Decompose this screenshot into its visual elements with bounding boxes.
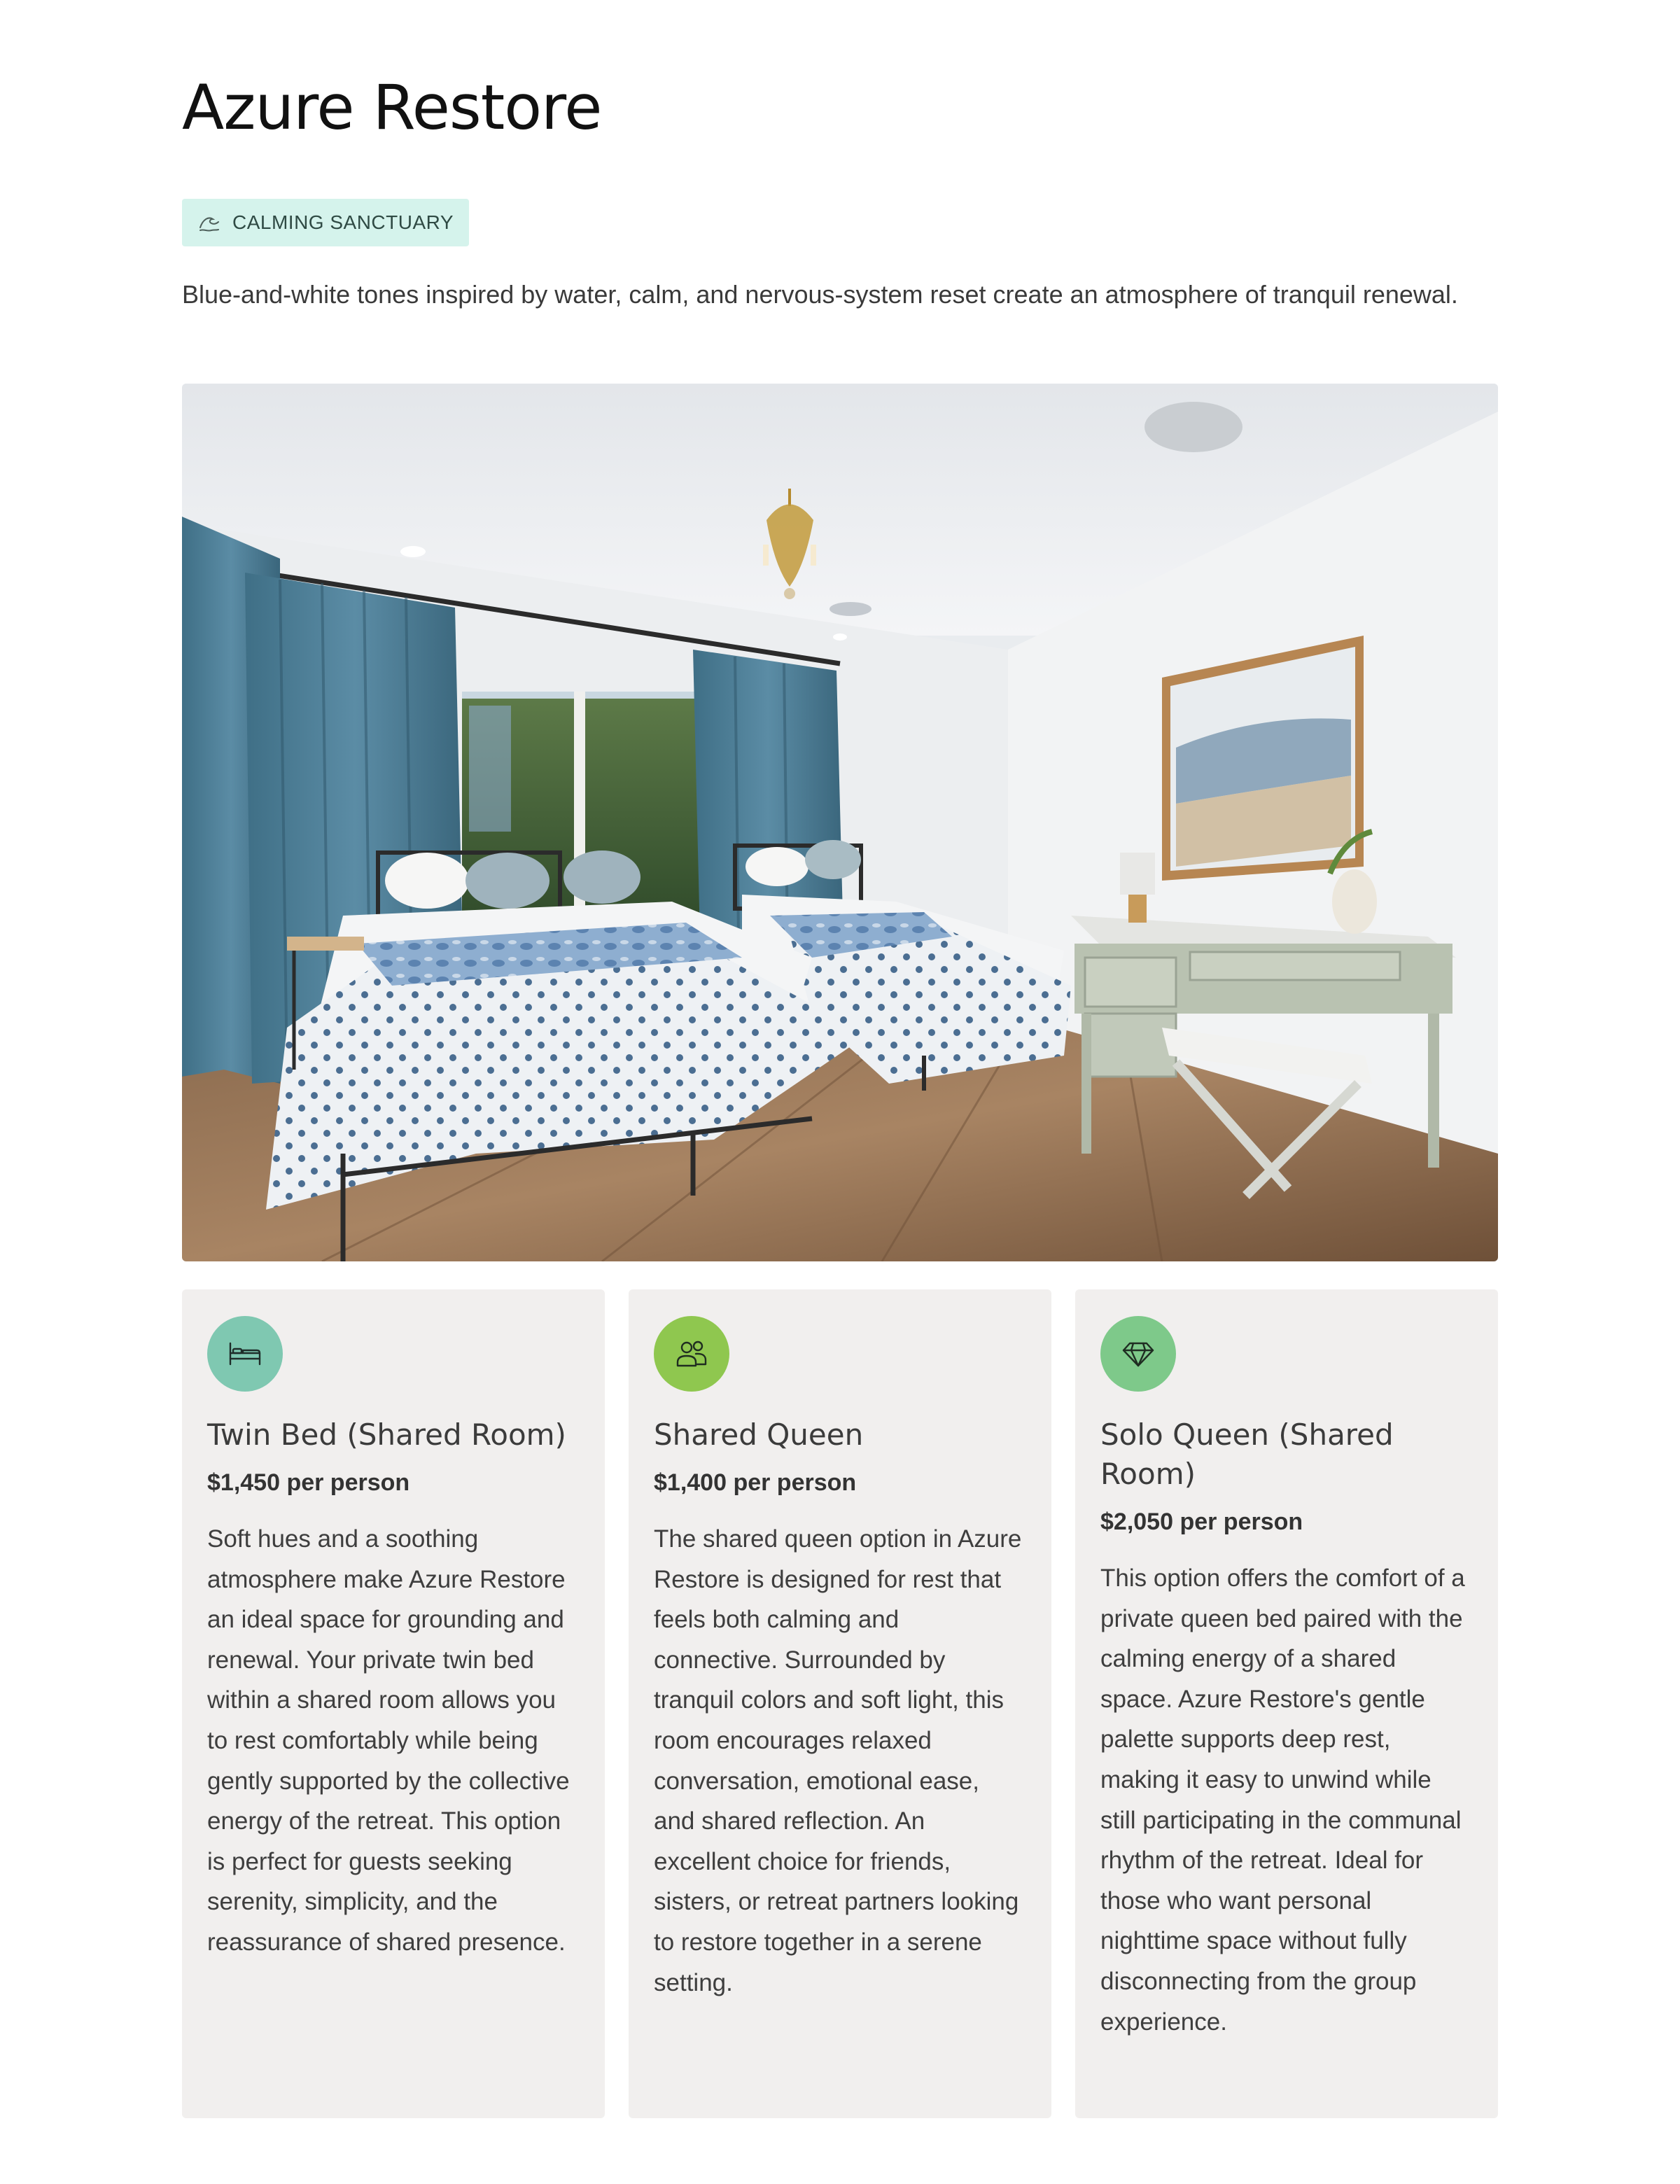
option-description: The shared queen option in Azure Restore is designed for rest that feels both calming and connective. Surrounded by tranquil colors and soft light, this room encourages relaxed conversation, emotional ease, and shared reflection. An excellent choice for friends, sisters, or retreat partners looking to restore together in a serene setting. [654, 1525, 1022, 1996]
option-icon-badge [207, 1316, 283, 1392]
bed-icon [225, 1334, 265, 1374]
room-photo [182, 384, 1498, 1261]
room-options [182, 1289, 1498, 2118]
option-card-twin-bed [182, 1289, 605, 2118]
option-title: Twin Bed (Shared Room) [207, 1418, 566, 1452]
option-card-solo-queen [1075, 1289, 1498, 2118]
room-description: Blue-and-white tones inspired by water, calm, and nervous-system reset create an atmosphere of tranquil renewal. [182, 280, 1458, 309]
option-title: Solo Queen (Shared Room) [1100, 1418, 1394, 1491]
page-title: Azure Restore [182, 71, 602, 144]
option-description: This option offers the comfort of a private queen bed paired with the calming energy of a shared space. Azure Restore's gentle palette supports deep rest, making it easy to unwind while still participating in the communal rhythm of the retreat. Ideal for those who want personal nighttime space without fully disconnecting from the group experience. [1100, 1564, 1465, 2036]
option-icon-badge [1100, 1316, 1176, 1392]
option-icon-badge [654, 1316, 729, 1392]
option-price: $1,450 per person [207, 1469, 410, 1496]
option-price: $2,050 per person [1100, 1508, 1303, 1535]
users-icon [671, 1334, 712, 1374]
category-tag [182, 199, 469, 246]
option-title: Shared Queen [654, 1418, 864, 1452]
option-card-shared-queen [629, 1289, 1051, 2118]
tag-label: CALMING SANCTUARY [232, 211, 454, 233]
option-description: Soft hues and a soothing atmosphere make Azure Restore an ideal space for grounding and renewal. Your private twin bed within a shared room allows you to rest comfortably while being gently supported by the collective energy of the retreat. This option is perfect for guests seeking serenity, simplicity, and the reassurance of shared presence. [207, 1525, 570, 1956]
gem-icon [1118, 1334, 1158, 1374]
wave-icon [197, 211, 221, 234]
option-price: $1,400 per person [654, 1469, 857, 1496]
